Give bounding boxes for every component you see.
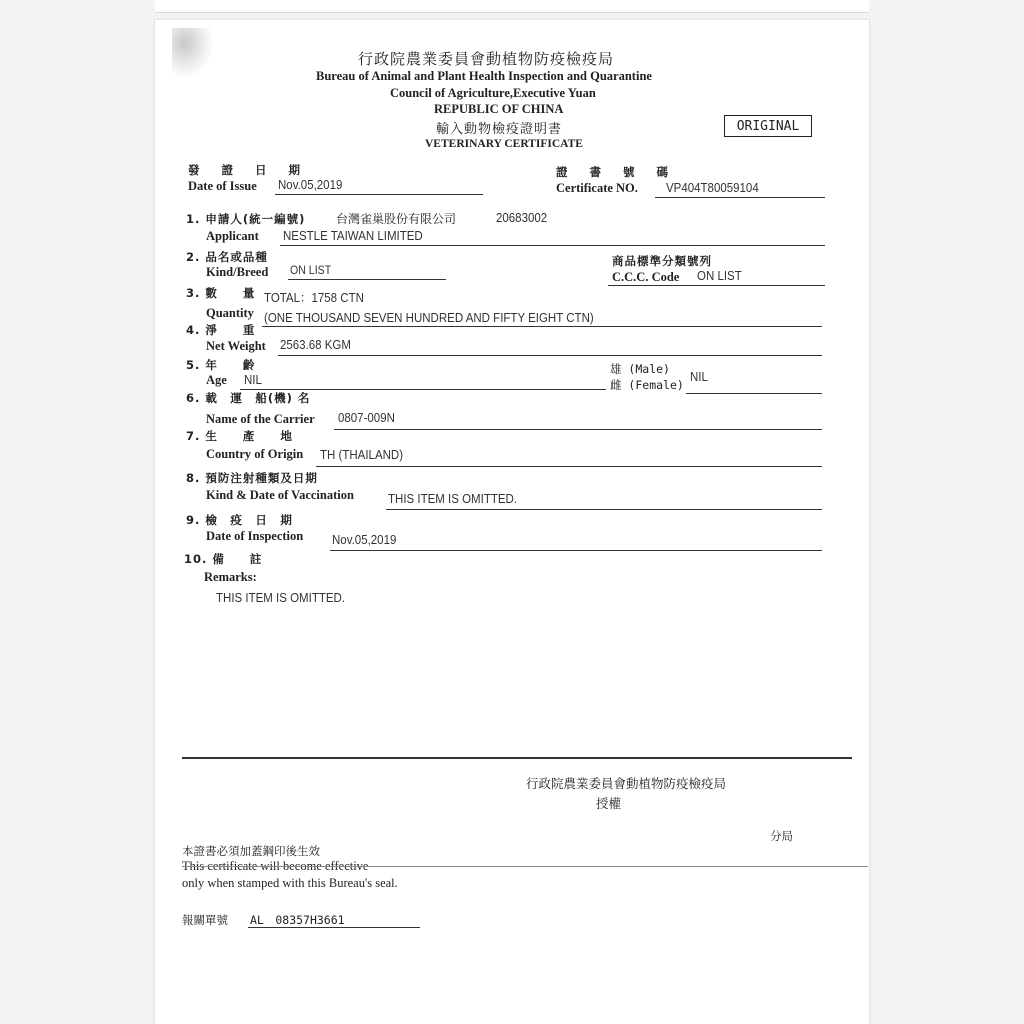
ccc-label-zh: 商品標準分類號列 [612,254,712,268]
issue-date-value: Nov.05,2019 [278,178,343,192]
doc-title-zh: 輸入動物檢疫證明書 [436,122,563,137]
vaccination-underline [386,509,822,510]
country-title: REPUBLIC OF CHINA [434,102,564,116]
validity-zh: 本證書必須加蓋鋼印後生效 [182,844,320,858]
fold-line [182,866,868,867]
quantity-label-zh: 3. 數 量 [186,286,256,300]
inspection-underline [330,550,822,551]
ccc-label-en: C.C.C. Code [612,270,680,284]
doc-title-en: VETERINARY CERTIFICATE [425,138,583,150]
sex-value: NIL [690,370,708,384]
remarks-label-en: Remarks: [204,570,257,584]
previous-page-edge [155,0,869,13]
council-title: Council of Agriculture,Executive Yuan [390,86,596,100]
original-stamp: ORIGINAL [724,115,812,137]
cert-no-label-en: Certificate NO. [556,181,638,195]
validity-en-line2: only when stamped with this Bureau's seal. [182,876,398,890]
quantity-total: TOTAL：1758 CTN [264,291,364,305]
age-label-en: Age [206,373,227,387]
customs-value: AL 08357H3661 [250,913,345,927]
issue-date-label-zh: 發 證 日 期 [188,163,310,177]
applicant-id: 20683002 [496,211,548,225]
cert-no-label-zh: 證 書 號 碼 [556,165,678,179]
female-label: 雌 (Female) [610,378,684,392]
footer-divider [182,757,852,759]
quantity-label-en: Quantity [206,306,254,320]
customs-underline [248,927,420,928]
sex-underline [686,393,822,394]
quantity-words: (ONE THOUSAND SEVEN HUNDRED AND FIFTY EIGHT CTN) [264,311,594,325]
vaccination-label-zh: 8. 預防注射種類及日期 [186,471,318,485]
weight-value: 2563.68 KGM [280,338,351,352]
scan-smudge [172,28,214,78]
origin-value: TH (THAILAND) [320,448,404,462]
weight-label-en: Net Weight [206,339,266,353]
applicant-label-zh: 1. 申請人(統一編號) [186,212,306,226]
weight-underline [278,355,822,356]
authorized-zh: 授權 [596,796,622,811]
age-value: NIL [244,373,262,387]
carrier-underline [334,429,822,430]
origin-underline [316,466,822,467]
kind-label-en: Kind/Breed [206,265,269,279]
carrier-label-zh: 6. 載 運 船(機) 名 [186,391,311,405]
quantity-underline [262,326,822,327]
origin-label-zh: 7. 生 產 地 [186,429,293,443]
male-label: 雄 (Male) [610,362,670,376]
branch-zh: 分局 [770,829,793,843]
vaccination-label-en: Kind & Date of Vaccination [206,488,354,502]
kind-value: ON LIST [290,265,332,277]
carrier-value: 0807-009N [338,411,395,425]
bureau-title-zh: 行政院農業委員會動植物防疫檢疫局 [358,50,615,68]
inspection-value: Nov.05,2019 [332,533,397,547]
origin-label-en: Country of Origin [206,447,304,461]
customs-label-zh: 報關單號 [182,913,228,927]
inspection-label-zh: 9. 檢 疫 日 期 [186,513,293,527]
kind-underline [288,279,446,280]
cert-no-value: VP404T80059104 [666,181,759,195]
age-label-zh: 5. 年 齡 [186,358,256,372]
carrier-label-en: Name of the Carrier [206,412,315,426]
authority-zh: 行政院農業委員會動植物防疫檢疫局 [526,776,727,791]
applicant-value-en: NESTLE TAIWAN LIMITED [283,229,423,243]
ccc-underline [608,285,825,286]
ccc-value: ON LIST [697,269,742,283]
remarks-value: THIS ITEM IS OMITTED. [216,591,346,605]
inspection-label-en: Date of Inspection [206,529,304,543]
issue-date-underline [275,194,483,195]
issue-date-label-en: Date of Issue [188,179,257,193]
remarks-label-zh: 10. 備 註 [184,552,263,566]
cert-no-underline [655,197,825,198]
weight-label-zh: 4. 淨 重 [186,323,256,337]
bureau-title-en: Bureau of Animal and Plant Health Inspection and Quarantine [316,69,652,83]
kind-label-zh: 2. 品名或品種 [186,250,268,264]
vaccination-value: THIS ITEM IS OMITTED. [388,492,518,506]
applicant-underline [280,245,825,246]
applicant-value-zh: 台灣雀巢股份有限公司 [336,212,457,226]
validity-en-line1: This certificate will become effective [182,859,369,873]
applicant-label-en: Applicant [206,229,259,243]
